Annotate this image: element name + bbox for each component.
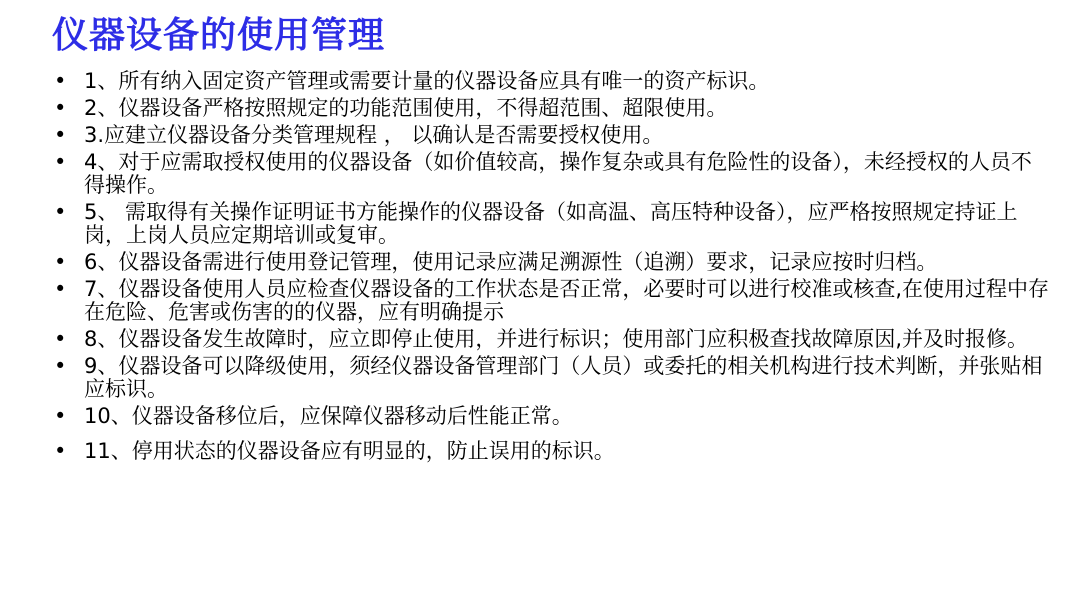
list-item xyxy=(52,405,1052,428)
list-item-text: 7、仪器设备使用人员应检查仪器设备的工作状态是否正常，必要时可以进行校准或核查,在使用过程中存在危险、危害或伤害的的仪器，应有明确提示 xyxy=(84,277,1050,324)
list-item-text: 11、停用状态的仪器设备应有明显的，防止误用的标识。 xyxy=(84,439,615,463)
list-item xyxy=(52,201,1052,247)
bullet-icon: • xyxy=(54,327,67,351)
list-item xyxy=(52,278,1052,324)
list-item xyxy=(52,440,1052,463)
bullet-icon: • xyxy=(54,96,67,120)
list-item-text: 10、仪器设备移位后，应保障仪器移动后性能正常。 xyxy=(84,404,573,428)
list-item-text: 8、仪器设备发生故障时，应立即停止使用，并进行标识；使用部门应积极查找故障原因,并及时报修。 xyxy=(84,327,1029,351)
list-item xyxy=(52,124,1052,147)
list-item-text: 5、 需取得有关操作证明证书方能操作的仪器设备（如高温、高压特种设备），应严格按照规定持证上岗，上岗人员应定期培训或复审。 xyxy=(84,200,1018,247)
list-item xyxy=(52,97,1052,120)
list-item xyxy=(52,251,1052,274)
bullet-list xyxy=(52,70,1052,467)
list-item xyxy=(52,355,1052,401)
list-item xyxy=(52,328,1052,351)
list-item-text: 9、仪器设备可以降级使用，须经仪器设备管理部门（人员）或委托的相关机构进行技术判断，并张贴相应标识。 xyxy=(84,354,1043,401)
bullet-icon: • xyxy=(54,150,67,174)
bullet-icon: • xyxy=(54,69,67,93)
bullet-icon: • xyxy=(54,250,67,274)
bullet-icon: • xyxy=(54,123,67,147)
bullet-icon: • xyxy=(54,200,67,224)
bullet-icon: • xyxy=(54,277,67,301)
list-item xyxy=(52,70,1052,93)
list-item-text: 2、仪器设备严格按照规定的功能范围使用，不得超范围、超限使用。 xyxy=(84,96,728,120)
bullet-icon: • xyxy=(54,404,67,428)
bullet-icon: • xyxy=(54,354,67,378)
list-item xyxy=(52,151,1052,197)
list-item-text: 4、对于应需取授权使用的仪器设备（如价值较高，操作复杂或具有危险性的设备），未经授权的人员不得操作。 xyxy=(84,150,1032,197)
slide-title: 仪器设备的使用管理 xyxy=(52,15,386,56)
list-item-text: 6、仪器设备需进行使用登记管理，使用记录应满足溯源性（追溯）要求，记录应按时归档。 xyxy=(84,250,938,274)
list-item-text: 3.应建立仪器设备分类管理规程 ， 以确认是否需要授权使用。 xyxy=(84,123,664,147)
list-item-text: 1、所有纳入固定资产管理或需要计量的仪器设备应具有唯一的资产标识。 xyxy=(84,69,770,93)
bullet-icon: • xyxy=(54,439,67,463)
